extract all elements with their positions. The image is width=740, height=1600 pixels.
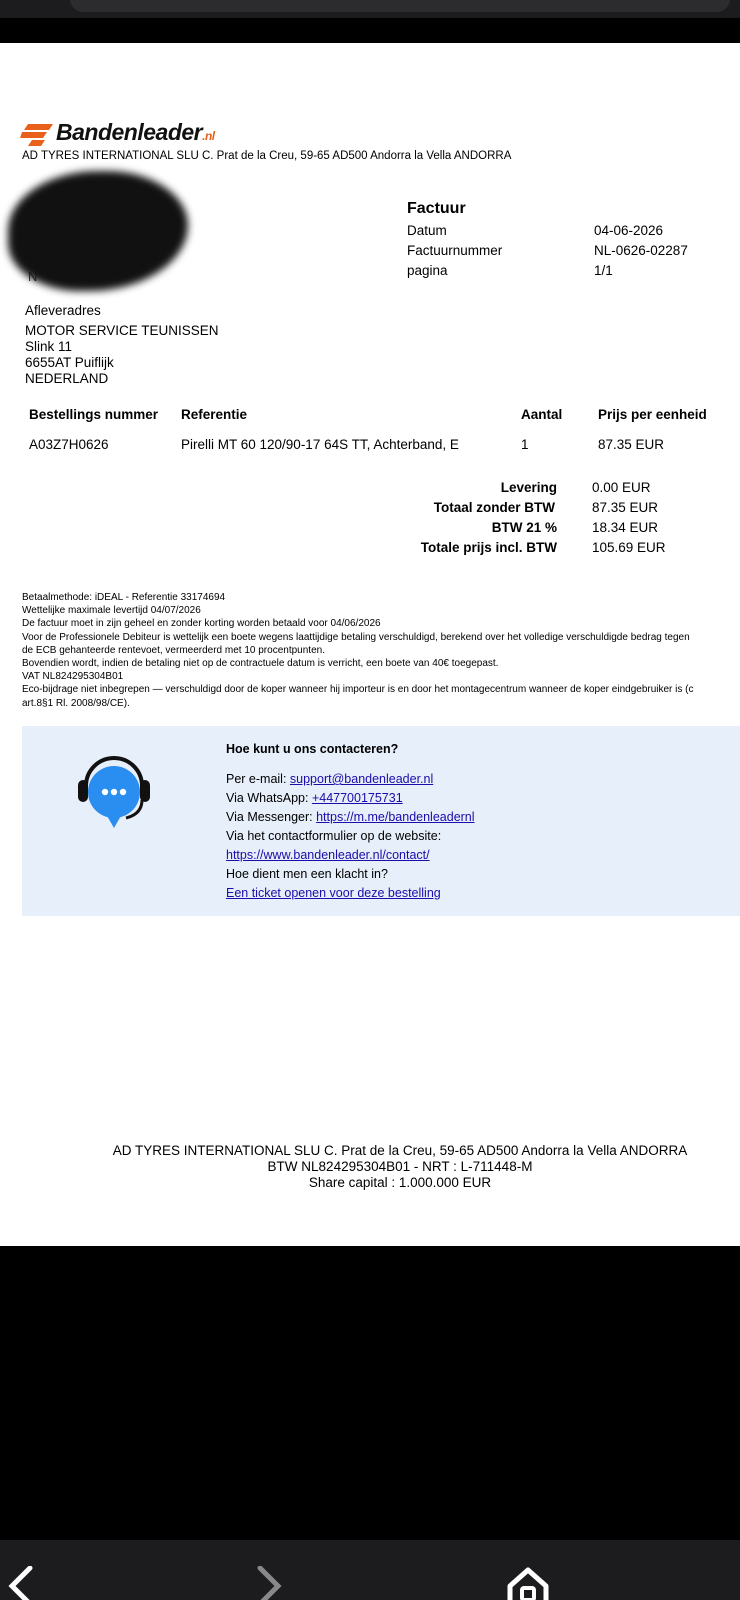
totals-excl-vat-value: 87.35 EUR — [592, 500, 659, 515]
table-cell-order-number: A03Z7H0626 — [29, 437, 109, 452]
col-header-order-number: Bestellings nummer — [29, 407, 159, 422]
whatsapp-link[interactable]: +447700175731 — [311, 791, 403, 805]
date-value: 04-06-2026 — [594, 223, 664, 238]
totals-delivery-value: 0.00 EUR — [592, 480, 651, 495]
contact-whatsapp-line: Via WhatsApp: +447700175731 — [226, 791, 403, 805]
logo-wordmark: Bandenleader.nl — [56, 119, 215, 145]
table-cell-reference: Pirelli MT 60 120/90-17 64S TT, Achterband, E — [181, 437, 459, 452]
messenger-link[interactable]: https://m.me/bandenleadernl — [316, 810, 475, 824]
footer-company: AD TYRES INTERNATIONAL SLU C. Prat de la Creu, 59-65 AD500 Andorra la Vella ANDORRA — [112, 1143, 688, 1158]
page-label: pagina — [407, 263, 448, 278]
table-cell-quantity: 1 — [521, 437, 529, 452]
totals-excl-vat-label: Totaal zonder BTW — [433, 500, 555, 515]
table-cell-unit-price: 87.35 EUR — [598, 437, 665, 452]
bandenleader-logo-icon — [20, 123, 54, 147]
note-line: de ECB gehanteerde rentevoet, vermeerderd met 10 procentpunten. — [22, 644, 325, 656]
delivery-name: MOTOR SERVICE TEUNISSEN — [25, 323, 219, 338]
home-icon[interactable] — [506, 1566, 550, 1600]
invoice-number-label: Factuurnummer — [407, 243, 503, 258]
note-line: art.8§1 Rl. 2008/98/CE). — [22, 697, 130, 709]
forward-icon[interactable] — [254, 1566, 286, 1600]
col-header-reference: Referentie — [181, 407, 248, 422]
note-line: Eco-bijdrage niet inbegrepen — verschuldigd door de koper wanneer hij importeur is en door het montagecentrum wanneer de koper eindgebruiker is (c — [22, 684, 694, 696]
totals-vat-value: 18.34 EUR — [592, 520, 659, 535]
note-line: Bovendien wordt, indien de betaling niet op de contractuele datum is verricht, een boete van 40€ toegepast. — [22, 657, 499, 669]
note-line: De factuur moet in zijn geheel en zonder korting worden betaald voor 04/06/2026 — [22, 618, 381, 630]
col-header-unit-price: Prijs per eenheid — [598, 407, 707, 422]
browser-top-bar — [0, 0, 740, 18]
delivery-city: 6655AT Puiflijk — [25, 355, 114, 370]
totals-incl-vat-value: 105.69 EUR — [592, 540, 666, 555]
footer-vat: BTW NL824295304B01 - NRT : L-711448-M — [267, 1159, 533, 1174]
delivery-label: Afleveradres — [25, 303, 101, 318]
redaction-scribble — [8, 171, 188, 291]
totals-vat-label: BTW 21 % — [491, 520, 557, 535]
address-bar[interactable] — [70, 0, 730, 12]
totals-incl-vat-label: Totale prijs incl. BTW — [420, 540, 557, 555]
back-icon[interactable] — [4, 1566, 36, 1600]
invoice-title: Factuur — [407, 200, 466, 217]
contact-messenger-line: Via Messenger: https://m.me/bandenleadernl — [226, 810, 475, 824]
invoice-page — [0, 43, 740, 1246]
delivery-country: NEDERLAND — [25, 371, 109, 386]
support-agent-icon — [76, 748, 152, 832]
note-line: Wettelijke maximale levertijd 04/07/2026 — [22, 605, 201, 617]
note-line: VAT NL824295304B01 — [22, 671, 124, 683]
ticket-link[interactable]: Een ticket openen voor deze bestelling — [226, 886, 441, 900]
contact-title: Hoe kunt u ons contacteren? — [226, 742, 399, 756]
delivery-street: Slink 11 — [25, 339, 73, 354]
contact-form-label: Via het contactformulier op de website: — [226, 829, 442, 843]
browser-bottom-bar — [0, 1540, 740, 1600]
note-line: Voor de Professionele Debiteur is wettelijk een boete wegens laattijdige betaling verschuldigd, berekend over het volledige verschuldigde bedrag tegen — [22, 631, 690, 643]
company-address: AD TYRES INTERNATIONAL SLU C. Prat de la Creu, 59-65 AD500 Andorra la Vella ANDORRA — [22, 150, 512, 162]
contact-email-line: Per e-mail: support@bandenleader.nl — [226, 772, 434, 786]
payment-notes — [22, 591, 740, 710]
col-header-quantity: Aantal — [521, 407, 563, 422]
footer-capital: Share capital : 1.000.000 EUR — [308, 1175, 492, 1190]
date-label: Datum — [407, 223, 447, 238]
contact-box — [22, 726, 740, 916]
note-line: Betaalmethode: iDEAL - Referentie 33174694 — [22, 592, 226, 603]
email-link[interactable]: support@bandenleader.nl — [289, 772, 434, 786]
contact-form-link[interactable]: https://www.bandenleader.nl/contact/ — [226, 848, 430, 862]
complaint-label: Hoe dient men een klacht in? — [226, 867, 388, 881]
page-value: 1/1 — [594, 263, 613, 278]
totals-delivery-label: Levering — [500, 480, 557, 495]
invoice-number-value: NL-0626-02287 — [594, 243, 688, 258]
